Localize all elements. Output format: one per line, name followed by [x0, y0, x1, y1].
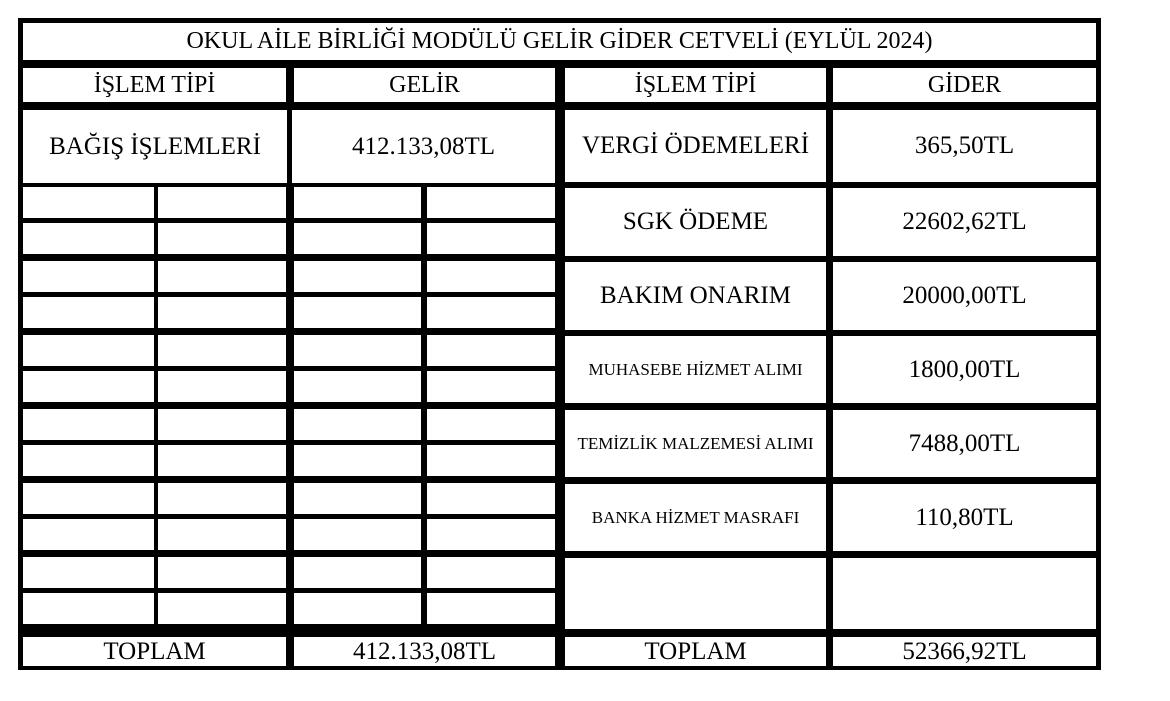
empty-cell — [23, 483, 154, 514]
empty-cell — [23, 409, 154, 440]
empty-cell — [294, 557, 421, 588]
income-value-bagis: 412.133,08TL — [292, 110, 555, 183]
empty-cell — [427, 223, 555, 254]
ledger-table — [18, 18, 1101, 670]
empty-cell — [158, 335, 286, 366]
expense-value-temizlik: 7488,00TL — [833, 410, 1096, 477]
empty-cell — [158, 223, 286, 254]
empty-cell — [294, 519, 421, 550]
total-income-value: 412.133,08TL — [294, 637, 555, 666]
header-income-type: İŞLEM TİPİ — [23, 68, 286, 102]
expense-value-sgk: 22602,62TL — [833, 188, 1096, 256]
empty-cell — [23, 445, 154, 476]
empty-cell — [158, 297, 286, 328]
expense-type-vergi: VERGİ ÖDEMELERİ — [565, 110, 826, 182]
empty-cell — [427, 519, 555, 550]
expense-type-sgk: SGK ÖDEME — [565, 188, 826, 256]
empty-cell — [294, 223, 421, 254]
empty-cell — [427, 593, 555, 624]
empty-cell — [294, 409, 421, 440]
empty-cell — [23, 371, 154, 402]
expense-value-banka: 110,80TL — [833, 484, 1096, 551]
expense-value-empty — [833, 558, 1096, 629]
empty-cell — [23, 593, 154, 624]
empty-cell — [23, 557, 154, 588]
expense-type-banka: BANKA HİZMET MASRAFI — [565, 484, 826, 551]
empty-cell — [158, 371, 286, 402]
expense-value-bakim: 20000,00TL — [833, 262, 1096, 330]
empty-cell — [23, 297, 154, 328]
empty-cell — [158, 593, 286, 624]
empty-cell — [294, 335, 421, 366]
expense-type-bakim: BAKIM ONARIM — [565, 262, 826, 330]
table-title: OKUL AİLE BİRLİĞİ MODÜLÜ GELİR GİDER CETVELİ (EYLÜL 2024) — [23, 23, 1096, 60]
income-type-bagis: BAĞIŞ İŞLEMLERİ — [23, 110, 287, 183]
empty-cell — [427, 297, 555, 328]
expense-value-muhasebe: 1800,00TL — [833, 336, 1096, 403]
empty-cell — [23, 335, 154, 366]
empty-cell — [158, 409, 286, 440]
empty-cell — [158, 557, 286, 588]
header-expense-type: İŞLEM TİPİ — [565, 68, 826, 102]
empty-cell — [294, 371, 421, 402]
empty-cell — [23, 519, 154, 550]
header-expense: GİDER — [833, 68, 1096, 102]
total-expense-label: TOPLAM — [565, 637, 826, 666]
empty-cell — [294, 187, 421, 218]
empty-cell — [427, 445, 555, 476]
empty-cell — [427, 187, 555, 218]
header-income: GELİR — [294, 68, 555, 102]
empty-cell — [427, 335, 555, 366]
empty-cell — [427, 261, 555, 292]
empty-cell — [294, 483, 421, 514]
total-income-label: TOPLAM — [23, 637, 286, 666]
expense-value-vergi: 365,50TL — [833, 110, 1096, 182]
empty-cell — [23, 261, 154, 292]
empty-cell — [158, 483, 286, 514]
empty-cell — [294, 593, 421, 624]
empty-cell — [427, 371, 555, 402]
empty-cell — [427, 409, 555, 440]
expense-type-empty — [565, 558, 826, 629]
empty-cell — [23, 223, 154, 254]
expense-type-temizlik: TEMİZLİK MALZEMESİ ALIMI — [565, 410, 826, 477]
empty-cell — [294, 445, 421, 476]
empty-cell — [158, 519, 286, 550]
empty-cell — [158, 445, 286, 476]
empty-cell — [427, 483, 555, 514]
empty-cell — [294, 297, 421, 328]
total-expense-value: 52366,92TL — [833, 637, 1096, 666]
empty-cell — [427, 557, 555, 588]
empty-cell — [158, 261, 286, 292]
empty-cell — [294, 261, 421, 292]
empty-cell — [23, 187, 154, 218]
empty-cell — [158, 187, 286, 218]
expense-type-muhasebe: MUHASEBE HİZMET ALIMI — [565, 336, 826, 403]
